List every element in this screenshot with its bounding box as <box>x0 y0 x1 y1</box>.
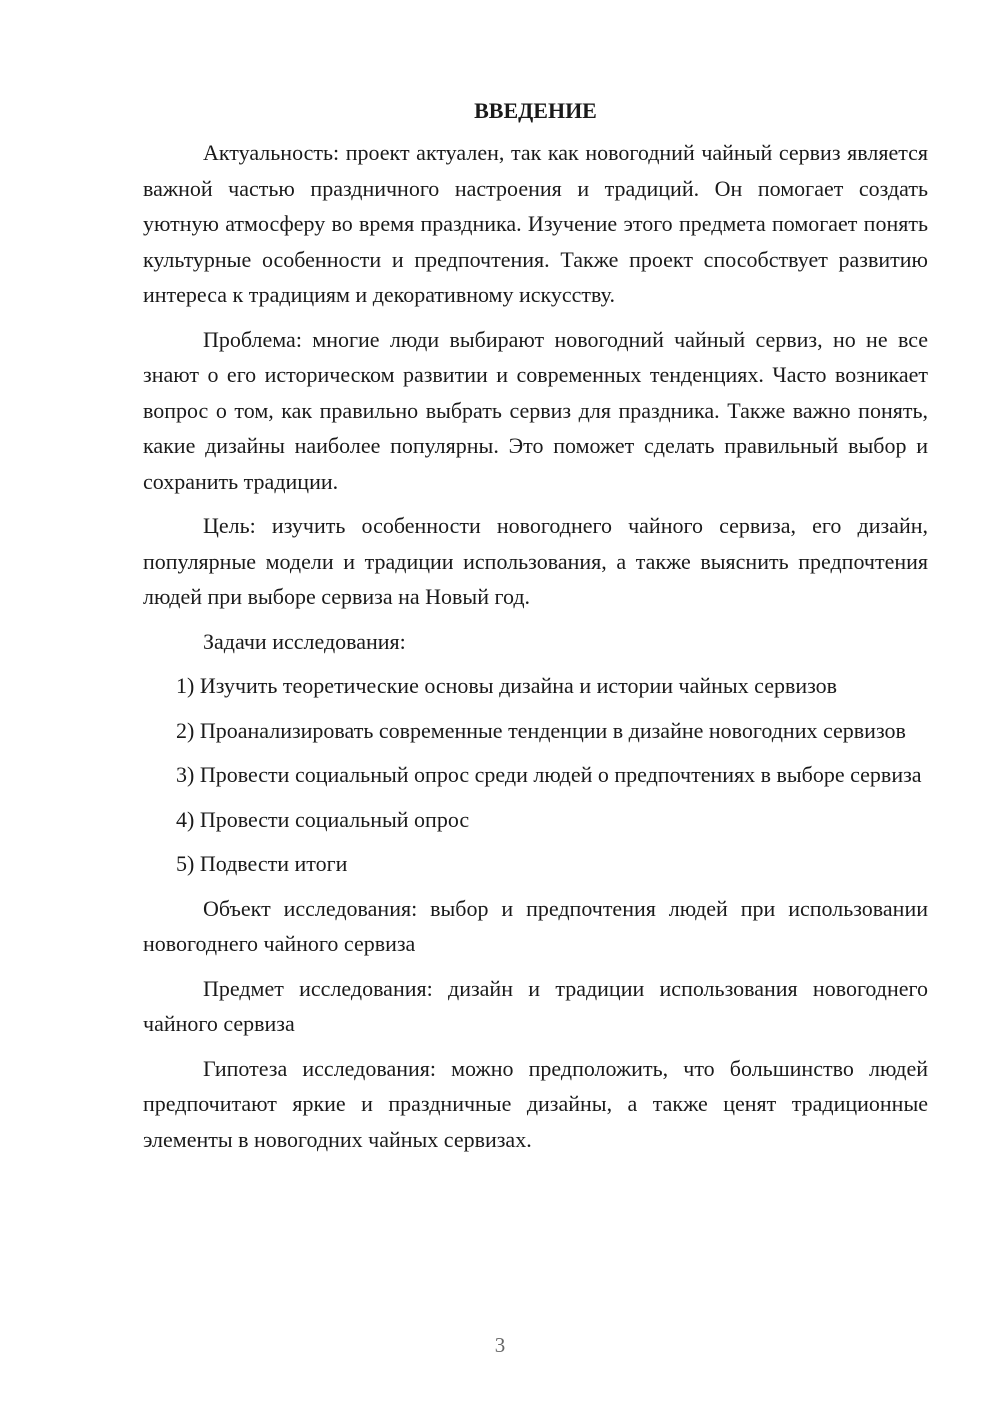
tasks-heading: Задачи исследования: <box>203 628 406 654</box>
paragraph-object: Объект исследования: выбор и предпочтения людей при использовании новогоднего чайного сервиза <box>143 895 928 956</box>
paragraph-subject: Предмет исследования: дизайн и традиции использования новогоднего чайного сервиза <box>143 975 928 1036</box>
task-item-4: 4) Провести социальный опрос <box>176 806 470 832</box>
paragraph-problem: Проблема: многие люди выбирают новогодний чайный сервиз, но не все знают о его историческом развитии и современных тенденциях. Часто возникает вопрос о том, как правильно выбрать сервиз для праздника. Также важно понять, какие дизайны наиболее популярны. Это поможет сделать правильный выбор и сохранить традиции. <box>143 326 928 494</box>
paragraph-hypothesis: Гипотеза исследования: можно предположить, что большинство людей предпочитают яркие и праздничные дизайны, а также ценят традиционные элементы в новогодних чайных сервизах. <box>143 1055 928 1152</box>
page-title: ВВЕДЕНИЕ <box>474 98 597 123</box>
task-item-2: 2) Проанализировать современные тенденции в дизайне новогодних сервизов <box>176 717 906 743</box>
paragraph-goal: Цель: изучить особенности новогоднего чайного сервиза, его дизайн, популярные модели и традиции использования, а также выяснить предпочтения людей при выборе сервиза на Новый год. <box>143 513 928 609</box>
task-item-3: 3) Провести социальный опрос среди людей о предпочтениях в выборе сервиза <box>176 762 922 787</box>
document-page <box>143 96 928 1166</box>
task-item-5: 5) Подвести итоги <box>176 851 348 876</box>
paragraph-relevance: Актуальность: проект актуален, так как новогодний чайный сервиз является важной частью праздничного настроения и традиций. Он помогает создать уютную атмосферу во время праздника. Изучение этого предмета помогает понять культурные особенности и предпочтения. Также проект способствует развитию интереса к традициям и декоративному искусству. <box>143 140 928 307</box>
task-item-1: 1) Изучить теоретические основы дизайна и истории чайных сервизов <box>176 673 838 698</box>
page-number: 3 <box>494 1333 506 1357</box>
